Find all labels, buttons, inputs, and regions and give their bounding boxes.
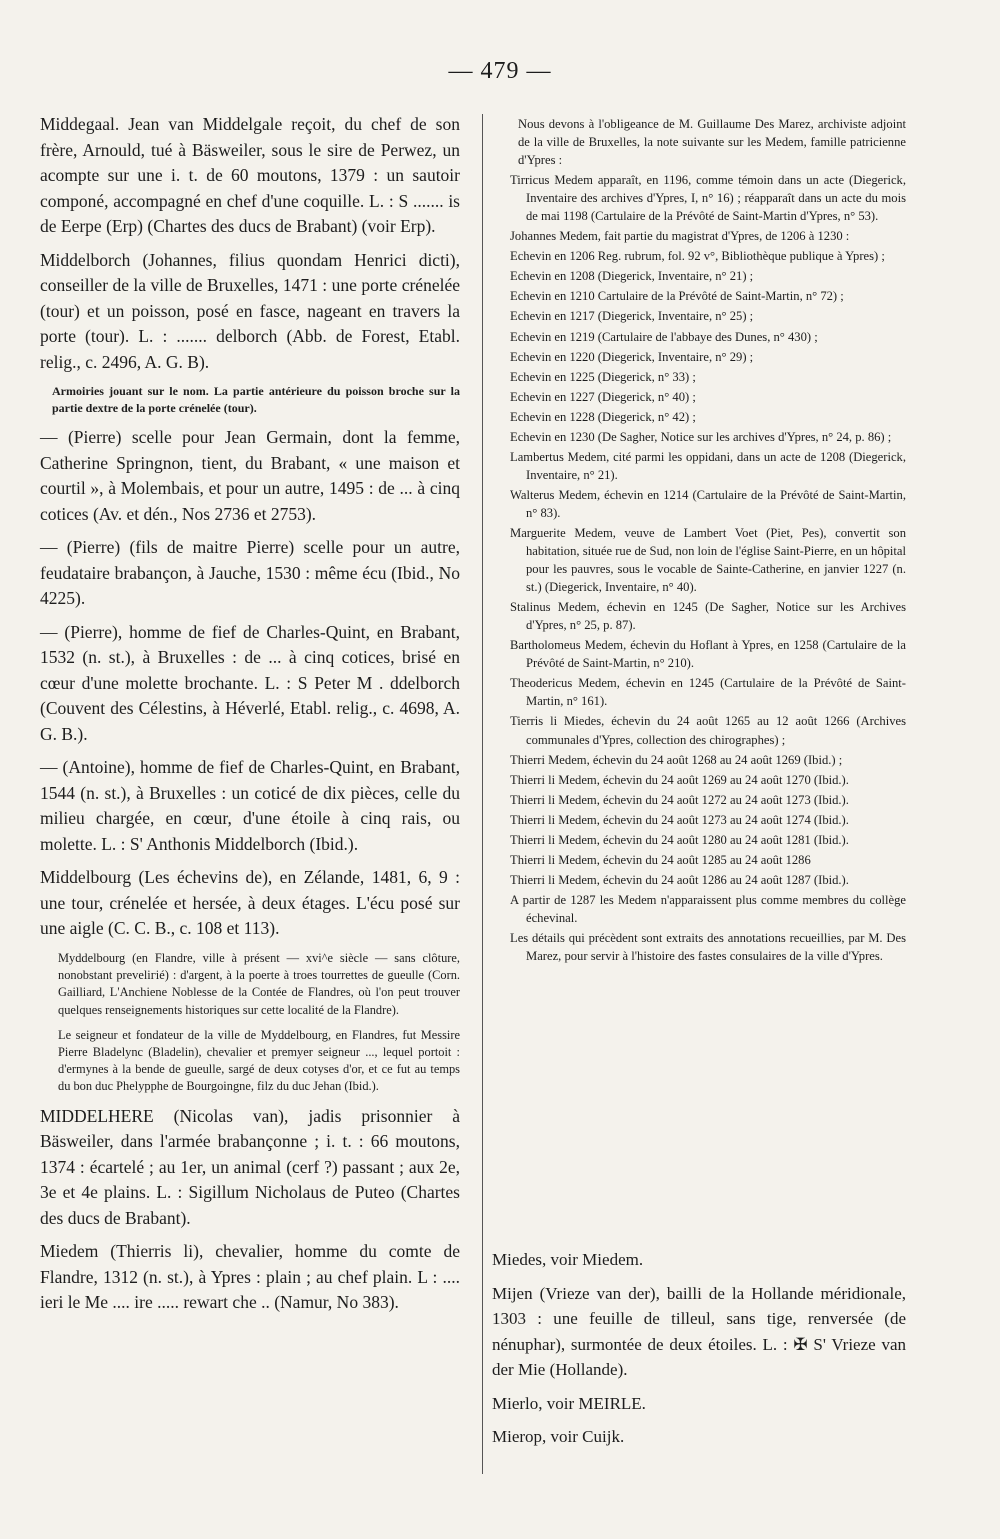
right-line: Echevin en 1217 (Diegerick, Inventaire, n° 25) ; <box>510 309 754 324</box>
column-rule <box>482 114 483 1474</box>
right-line: Johannes Medem, fait partie du magistrat d'Ypres, de 1206 à 1230 : <box>510 229 850 244</box>
right-column <box>510 115 906 967</box>
right-line: Theodericus Medem, échevin en 1245 (Cartulaire de la Prévôté de Saint-Martin, n° 161). <box>510 676 906 709</box>
entry-middegaal: Middegaal. Jean van Middelgale reçoit, du chef de son frère, Arnould, tué à Bäsweiler, sous le sire de Perwez, un acompte sur une i. t. de 60 moutons, 1379 : un sautoir componé, accompagné en chef d'une coquille. L. : S ....... is de Eerpe (Erp) (Chartes des ducs de Brabant) (voir Erp). <box>40 114 460 236</box>
right-line: Thierri Medem, échevin du 24 août 1268 au 24 août 1269 (Ibid.) ; <box>510 752 843 767</box>
right-line: Echevin en 1208 (Diegerick, Inventaire, n° 21) ; <box>510 269 754 284</box>
entry-mierop: Mierop, voir Cuijk. <box>492 1427 625 1446</box>
page-number: — 479 — <box>448 58 552 84</box>
right-line: Echevin en 1230 (De Sagher, Notice sur les archives d'Ypres, n° 24, p. 86) ; <box>510 429 892 444</box>
right-line: Echevin en 1206 Reg. rubrum, fol. 92 v°, Bibliothèque publique à Ypres) ; <box>510 249 885 264</box>
right-line: Tirricus Medem apparaît, en 1196, comme témoin dans un acte (Diegerick, Inventaire des archives d'Ypres, I, n° 16) ; réapparaît dans un acte du mois de mai 1198 (Cartulaire de la Prévôté de Saint-Martin d'Ypres, n° 53). <box>510 173 906 224</box>
note-seigneur: Le seigneur et fondateur de la ville de Myddelbourg, en Flandres, fut Messire Pierre Bladelync (Bladelin), chevalier et premyer seigneur ..., lequel portoit : d'ermynes à la bende de gueulle, sargé de deux cotyses d'or, et ce fut au temps du bon duc Phelypphe de Bourgoingne, filz du duc Jehan (Ibid.). <box>58 1027 460 1094</box>
entry-miedem: Miedem (Thierris li), chevalier, homme du comte de Flandre, 1312 (n. st.), à Ypres : plain ; au chef plain. L : .... ieri le Me .... ire ..... rewart che .. (Namur, No 383). <box>40 1241 460 1313</box>
right-line: Lambertus Medem, cité parmi les oppidani, dans un acte de 1208 (Diegerick, Inventaire, n° 21). <box>510 449 906 482</box>
entry-pierre-2: — (Pierre) (fils de maitre Pierre) scelle pour un autre, feudataire brabançon, à Jauche, 1530 : même écu (Ibid., No 4225). <box>40 537 460 609</box>
entry-antoine: — (Antoine), homme de fief de Charles-Quint, en Brabant, 1544 (n. st.), à Bruxelles : un coticé de dix pièces, celle du milieu chargée, en cœur, d'une étoile à cinq rais, ou molette. L. : S' Anthonis Middelborch (Ibid.). <box>40 757 460 854</box>
right-line: A partir de 1287 les Medem n'apparaissent plus comme membres du collège échevinal. <box>510 892 906 925</box>
right-line: Nous devons à l'obligeance de M. Guillaume Des Marez, archiviste adjoint de la ville de Bruxelles, la note suivante sur les Medem, famille patricienne d'Ypres : <box>518 117 906 168</box>
entry-pierre-1: — (Pierre) scelle pour Jean Germain, dont la femme, Catherine Springnon, tient, du Brabant, « une maison et courtil », à Molembais, et pour un autre, 1495 : de ... à cinq cotices (Av. et dén., Nos 2736 et 2753). <box>40 427 460 524</box>
right-line: Tierris li Miedes, échevin du 24 août 1265 au 12 août 1266 (Archives communales d'Ypres, collection des chirographes) ; <box>510 714 906 747</box>
right-line: Marguerite Medem, veuve de Lambert Voet (Piet, Pes), convertit son habitation, située rue de Sud, non loin de l'église Saint-Pierre, en un hôpital pour les pauvres, sous le vocable de Sainte-Catherine, en janvier 1227 (n. st.) (Diegerick, Inventaire, n° 40). <box>510 525 906 595</box>
right-line: Echevin en 1210 Cartulaire de la Prévôté de Saint-Martin, n° 72) ; <box>510 289 844 304</box>
right-line: Thierri li Medem, échevin du 24 août 1280 au 24 août 1281 (Ibid.). <box>510 832 849 847</box>
right-line: Echevin en 1220 (Diegerick, Inventaire, n° 29) ; <box>510 349 754 364</box>
entry-middelbourg: Middelbourg (Les échevins de), en Zélande, 1481, 6, 9 : une tour, crénelée et hersée, à deux étages. L'écu posé sur une aigle (C. C. B., c. 108 et 113). <box>40 867 460 939</box>
right-bottom-entries <box>492 1247 906 1458</box>
right-line: Thierri li Medem, échevin du 24 août 1272 au 24 août 1273 (Ibid.). <box>510 792 849 807</box>
right-line: Echevin en 1228 (Diegerick, n° 42) ; <box>510 409 696 424</box>
right-line: Thierri li Medem, échevin du 24 août 1286 au 24 août 1287 (Ibid.). <box>510 872 849 887</box>
right-line: Echevin en 1219 (Cartulaire de l'abbaye des Dunes, n° 430) ; <box>510 329 818 344</box>
right-line: Stalinus Medem, échevin en 1245 (De Sagher, Notice sur les Archives d'Ypres, n° 25, p. 87). <box>510 600 906 633</box>
left-column <box>40 112 460 1324</box>
right-line: Thierri li Medem, échevin du 24 août 1285 au 24 août 1286 <box>510 852 811 867</box>
right-line: Les détails qui précèdent sont extraits des annotations recueillies, par M. Des Marez, pour servir à l'histoire des fastes consulaires de la ville d'Ypres. <box>510 930 906 964</box>
entry-mijen: Mijen (Vrieze van der), bailli de la Hollande méridionale, 1303 : une feuille de tilleul, sans tige, renversée (de nénuphar), surmontée de deux étoiles. L. : ✠ S' Vrieze van der Mie (Hollande). <box>492 1283 906 1379</box>
right-line: Thierri li Medem, échevin du 24 août 1269 au 24 août 1270 (Ibid.). <box>510 772 849 787</box>
right-line: Echevin en 1227 (Diegerick, n° 40) ; <box>510 389 696 404</box>
note-myddelbourg: Myddelbourg (en Flandre, ville à présent — xvi^e siècle — sans clôture, nonobstant prevelігié) : d'argent, à la poerte à troes tourrettes de gueulle (Corn. Gailliard, L'Anchiene Noblesse de la Contée de Flandres, où l'on peut trouver quelques renseignements historiques sur cette localité de la Flandre). <box>58 950 460 1017</box>
right-line: Thierri li Medem, échevin du 24 août 1273 au 24 août 1274 (Ibid.). <box>510 812 849 827</box>
entry-mierlo: Mierlo, voir MEIRLE. <box>492 1393 646 1413</box>
entry-middelhere: MIDDELHERE (Nicolas van), jadis prisonnier à Bäsweiler, dans l'armée brabançonne ; i. t. : 66 moutons, 1374 : écartelé ; au 1er, un animal (cerf ?) passant ; aux 2e, 3e et 4e plains. L. : Sigillum Nicholaus de Puteo (Chartes des ducs de Brabant). <box>40 1105 460 1228</box>
note-armoiries: Armoiries jouant sur le nom. La partie antérieure du poisson broche sur la partie dextre de la porte crénelée (tour). <box>52 384 460 416</box>
right-line: Echevin en 1225 (Diegerick, n° 33) ; <box>510 369 696 384</box>
entry-middelborch: Middelborch (Johannes, filius quondam Henrici dicti), conseiller de la ville de Bruxelles, 1471 : une porte crénelée (tour) et un poisson, posé en fasce, nageant en travers la porte (tour). L. : ....... delborch (Abb. de Forest, Etabl. relig., c. 2496, A. G. B). <box>40 249 460 372</box>
entry-pierre-3: — (Pierre), homme de fief de Charles-Quint, en Brabant, 1532 (n. st.), à Bruxelles : de ... à cinq cotices, brisé en cœur d'une molette brochante. L. : S Peter M . ddelborch (Couvent des Célestins, à Héverlé, Etabl. relig., c. 4698, A. G. B.). <box>40 621 460 744</box>
entry-miedes: Miedes, voir Miedem. <box>492 1250 644 1269</box>
right-line: Walterus Medem, échevin en 1214 (Cartulaire de la Prévôté de Saint-Martin, n° 83). <box>510 487 906 520</box>
right-line: Bartholomeus Medem, échevin du Hoflant à Ypres, en 1258 (Cartulaire de la Prévôté de Saint-Martin, n° 210). <box>510 638 906 671</box>
